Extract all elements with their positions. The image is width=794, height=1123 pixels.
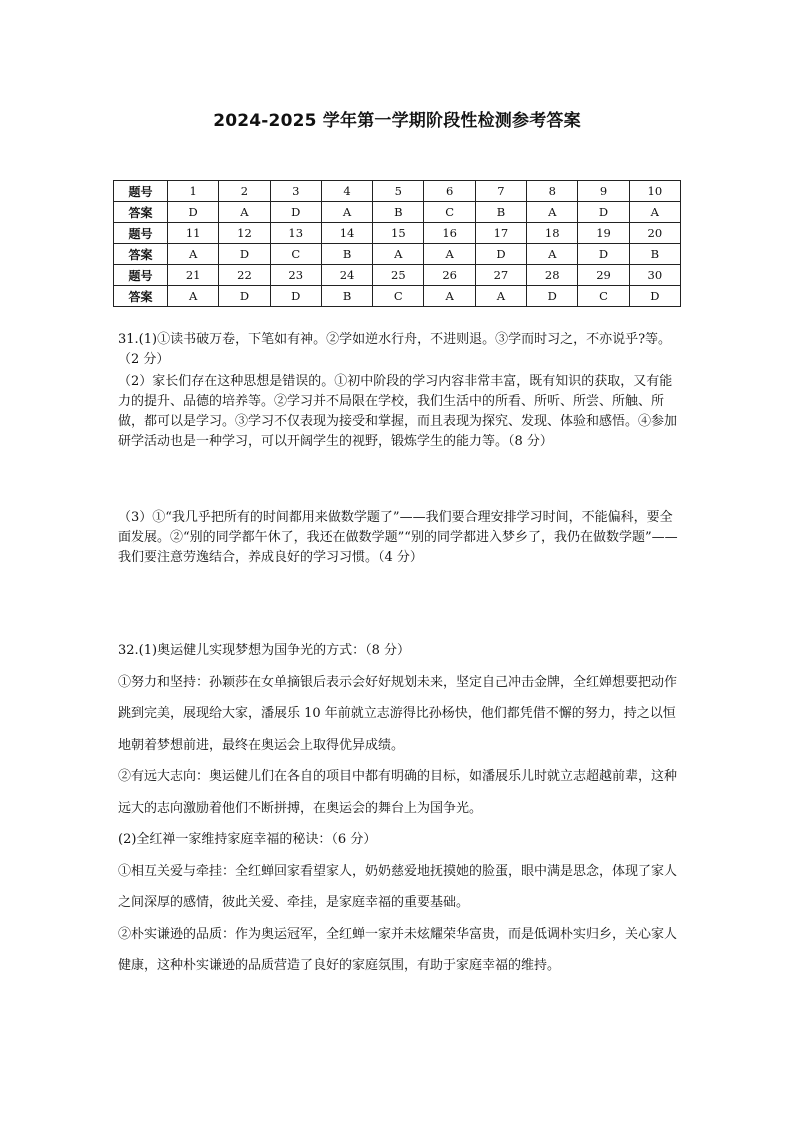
table-cell: 28 xyxy=(527,265,578,286)
row-label: 题号 xyxy=(114,265,168,286)
q32-section xyxy=(118,635,684,982)
table-cell: 7 xyxy=(475,181,526,202)
table-cell: 24 xyxy=(321,265,372,286)
row-label: 题号 xyxy=(114,223,168,244)
table-cell: A xyxy=(168,286,219,307)
table-cell: 26 xyxy=(424,265,475,286)
table-cell: D xyxy=(578,244,629,265)
table-cell: 27 xyxy=(475,265,526,286)
table-cell: D xyxy=(578,202,629,223)
table-cell: 10 xyxy=(629,181,680,202)
table-cell: 11 xyxy=(168,223,219,244)
q32-point-care: ①相互关爱与牵挂：全红蝉回家看望家人，奶奶慈爱地抚摸她的脸蛋，眼中满是思念，体现了家人之间深厚的感情，彼此关爱、牵挂，是家庭幸福的重要基础。 xyxy=(118,863,678,910)
table-cell: B xyxy=(629,244,680,265)
table-cell: A xyxy=(527,244,578,265)
table-row xyxy=(114,202,681,223)
table-cell: C xyxy=(373,286,424,307)
table-row xyxy=(114,265,681,286)
table-cell: C xyxy=(270,244,321,265)
table-cell: 29 xyxy=(578,265,629,286)
table-cell: 30 xyxy=(629,265,680,286)
table-cell: D xyxy=(475,244,526,265)
table-row xyxy=(114,223,681,244)
table-cell: 13 xyxy=(270,223,321,244)
answer-table xyxy=(113,180,681,307)
table-cell: D xyxy=(168,202,219,223)
table-cell: A xyxy=(424,286,475,307)
table-cell: C xyxy=(578,286,629,307)
table-cell: 22 xyxy=(219,265,270,286)
table-cell: B xyxy=(321,244,372,265)
table-cell: A xyxy=(424,244,475,265)
table-cell: 6 xyxy=(424,181,475,202)
row-label: 答案 xyxy=(114,244,168,265)
q32-point-modesty: ②朴实谦逊的品质：作为奥运冠军，全红蝉一家并未炫耀荣华富贵，而是低调朴实归乡，关心家人健康，这种朴实谦逊的品质营造了良好的家庭氛围，有助于家庭幸福的维持。 xyxy=(118,926,678,973)
table-cell: 15 xyxy=(373,223,424,244)
table-row xyxy=(114,181,681,202)
table-cell: D xyxy=(219,244,270,265)
table-cell: 23 xyxy=(270,265,321,286)
page-title: 2024-2025 学年第一学期阶段性检测参考答案 xyxy=(213,111,581,131)
table-cell: A xyxy=(629,202,680,223)
table-cell: 8 xyxy=(527,181,578,202)
table-cell: D xyxy=(629,286,680,307)
table-cell: 14 xyxy=(321,223,372,244)
table-cell: 16 xyxy=(424,223,475,244)
table-cell: 18 xyxy=(527,223,578,244)
table-row xyxy=(114,286,681,307)
table-cell: 12 xyxy=(219,223,270,244)
table-cell: B xyxy=(321,286,372,307)
table-cell: B xyxy=(373,202,424,223)
table-cell: A xyxy=(373,244,424,265)
table-cell: C xyxy=(424,202,475,223)
q32-part2-heading: (2)全红禅一家维持家庭幸福的秘诀：（6 分） xyxy=(118,832,377,847)
q32-point-effort: ①努力和坚持：孙颖莎在女单摘银后表示会好好规划未来，坚定自己冲击金牌，全红婵想要把动作跳到完美，展现给大家，潘展乐 10 年前就立志游得比孙杨快，他们都凭借不懈的努力，持之以恒地朝着梦想前进，最终在奥运会上取得优异成绩。 xyxy=(118,674,678,753)
row-label: 答案 xyxy=(114,202,168,223)
q31-part1: 31.(1)①读书破万卷，下笔如有神。②学如逆水行舟，不进则退。③学而时习之，不亦说乎?等。（2 分） xyxy=(118,332,672,367)
row-label: 题号 xyxy=(114,181,168,202)
table-cell: 19 xyxy=(578,223,629,244)
table-cell: 20 xyxy=(629,223,680,244)
row-label: 答案 xyxy=(114,286,168,307)
table-cell: 21 xyxy=(168,265,219,286)
q32-part1-heading: 32.(1)奥运健儿实现梦想为国争光的方式：（8 分） xyxy=(118,643,410,658)
table-cell: 25 xyxy=(373,265,424,286)
table-cell: A xyxy=(219,202,270,223)
table-cell: A xyxy=(527,202,578,223)
table-cell: A xyxy=(475,286,526,307)
table-cell: 3 xyxy=(270,181,321,202)
q32-point-ambition: ②有远大志向：奥运健儿们在各自的项目中都有明确的目标，如潘展乐儿时就立志超越前辈，这种远大的志向激励着他们不断拼搏，在奥运会的舞台上为国争光。 xyxy=(118,769,678,816)
q31-part3: （3）①“我几乎把所有的时间都用来做数学题了”——我们要合理安排学习时间，不能偏科，要全面发展。②“别的同学都午休了，我还在做数学题”“别的同学都进入梦乡了，我仍在做数学题”——我们要注意劳逸结合，养成良好的学习习惯。（4 分） xyxy=(118,510,678,565)
table-cell: 1 xyxy=(168,181,219,202)
table-cell: 2 xyxy=(219,181,270,202)
table-cell: 17 xyxy=(475,223,526,244)
table-cell: B xyxy=(475,202,526,223)
table-cell: D xyxy=(219,286,270,307)
table-cell: 4 xyxy=(321,181,372,202)
table-cell: D xyxy=(270,202,321,223)
table-row xyxy=(114,244,681,265)
table-cell: A xyxy=(321,202,372,223)
table-cell: D xyxy=(527,286,578,307)
table-cell: A xyxy=(168,244,219,265)
table-cell: 5 xyxy=(373,181,424,202)
table-cell: 9 xyxy=(578,181,629,202)
q31-part2: （2）家长们存在这种思想是错误的。①初中阶段的学习内容非常丰富，既有知识的获取，又有能力的提升、品德的培养等。②学习并不局限在学校，我们生活中的所看、所听、所尝、所触、所做，都可以是学习。③学习不仅表现为接受和掌握，而且表现为探究、发现、体验和感悟。④参加研学活动也是一种学习，可以开阔学生的视野，锻炼学生的能力等。（8 分） xyxy=(118,374,678,449)
table-cell: D xyxy=(270,286,321,307)
